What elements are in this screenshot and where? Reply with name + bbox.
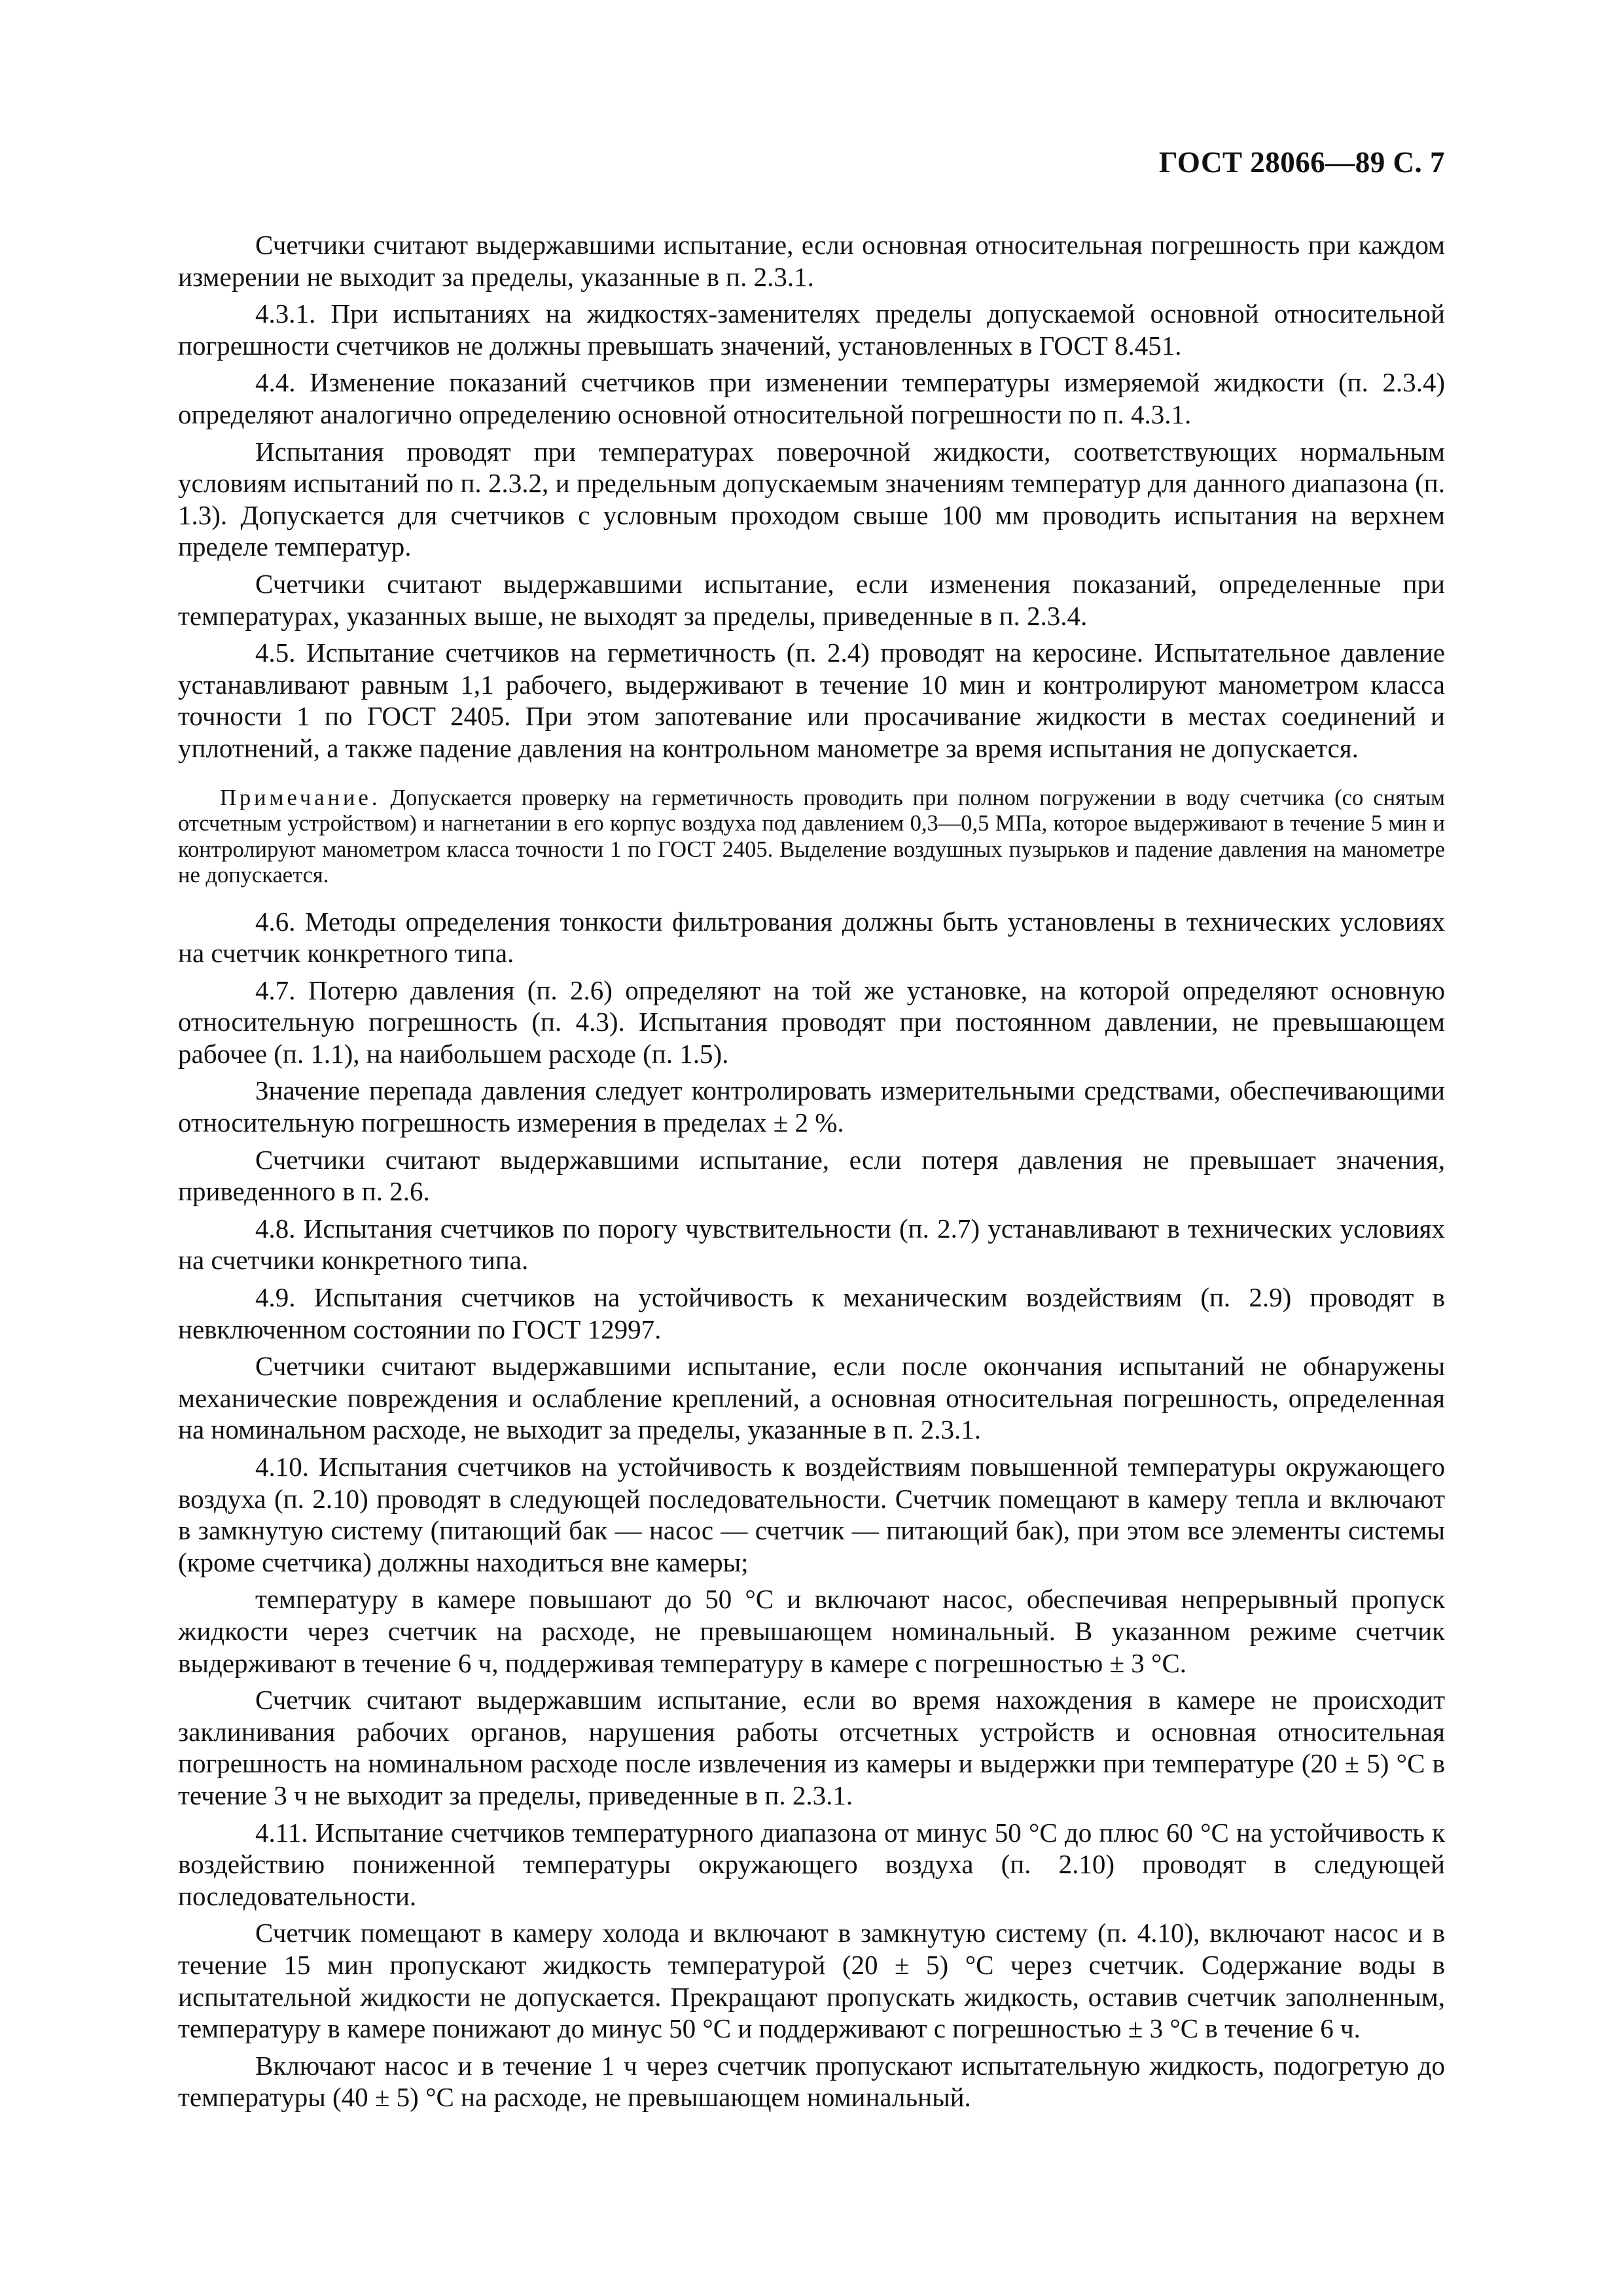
paragraph: 4.8. Испытания счетчиков по порогу чувствительности (п. 2.7) устанавливают в технических условиях на счетчики конкретного типа.	[178, 1213, 1445, 1276]
paragraph: температуру в камере повышают до 50 °С и включают насос, обеспечивая непрерывный пропуск жидкости через счетчик на расходе, не превышающем номинальный. В указанном режиме счетчик выдерживают в течение 6 ч, поддерживая температуру в камере с погрешностью ± 3 °С.	[178, 1584, 1445, 1678]
paragraph: Счетчики считают выдержавшими испытание, если изменения показаний, определенные при температурах, указанных выше, не выходят за пределы, приведенные в п. 2.3.4.	[178, 568, 1445, 631]
paragraph: Счетчики считают выдержавшими испытание, если основная относительная погрешность при каждом измерении не выходит за пределы, указанные в п. 2.3.1.	[178, 230, 1445, 292]
paragraph: 4.7. Потерю давления (п. 2.6) определяют на той же установке, на которой определяют основную относительную погрешность (п. 4.3). Испытания проводят при постоянном давлении, не превышающем рабочее (п. 1.1), на наибольшем расходе (п. 1.5).	[178, 975, 1445, 1069]
paragraph: 4.4. Изменение показаний счетчиков при изменении температуры измеряемой жидкости (п. 2.3.4) определяют аналогично определению основной относительной погрешности по п. 4.3.1.	[178, 367, 1445, 429]
paragraph: 4.9. Испытания счетчиков на устойчивость к механическим воздействиям (п. 2.9) проводят в невключенном состоянии по ГОСТ 12997.	[178, 1282, 1445, 1344]
paragraph: Включают насос и в течение 1 ч через счетчик пропускают испытательную жидкость, подогретую до температуры (40 ± 5) °С на расходе, не превышающем номинальный.	[178, 2050, 1445, 2113]
paragraph: Испытания проводят при температурах поверочной жидкости, соответствующих нормальным условиям испытаний по п. 2.3.2, и предельным допускаемым значениям температур для данного диапазона (п. 1.3). Допускается для счетчиков с условным проходом свыше 100 мм проводить испытания на верхнем пределе температур.	[178, 436, 1445, 562]
paragraph: 4.3.1. При испытаниях на жидкостях-заменителях пределы допускаемой основной относительной погрешности счетчиков не должны превышать значений, установленных в ГОСТ 8.451.	[178, 298, 1445, 361]
paragraph: Счетчик помещают в камеру холода и включают в замкнутую систему (п. 4.10), включают насос и в течение 15 мин пропускают жидкость температурой (20 ± 5) °С через счетчик. Содержание воды в испытательной жидкости не допускается. Прекращают пропускать жидкость, оставив счетчик заполненным, температуру в камере понижают до минус 50 °С и поддерживают с погрешностью ± 3 °С в течение 6 ч.	[178, 1918, 1445, 2044]
running-head: ГОСТ 28066—89 С. 7	[1158, 146, 1445, 179]
paragraph: Значение перепада давления следует контролировать измерительными средствами, обеспечивающими относительную погрешность измерения в пределах ± 2 %.	[178, 1075, 1445, 1138]
note-text: Допускается проверку на герметичность проводить при полном погружении в воду счетчика (со снятым отсчетным устройством) и нагнетании в его корпус воздуха под давлением 0,3—0,5 МПа, которое выдерживают в течение 5 мин и контролируют манометром класса точности 1 по ГОСТ 2405. Выделение воздушных пузырьков и падение давления на манометре не допускается.	[178, 785, 1446, 888]
paragraph: 4.5. Испытание счетчиков на герметичность (п. 2.4) проводят на керосине. Испытательное давление устанавливают равным 1,1 рабочего, выдерживают в течение 10 мин и контролируют манометром класса точности 1 по ГОСТ 2405. При этом запотевание или просачивание жидкости в местах соединений и уплотнений, а также падение давления на контрольном манометре за время испытания не допускается.	[178, 637, 1445, 763]
document-body	[178, 229, 1445, 2119]
note	[178, 785, 1445, 889]
paragraph: 4.6. Методы определения тонкости фильтрования должны быть установлены в технических условиях на счетчик конкретного типа.	[178, 906, 1445, 969]
paragraph: Счетчики считают выдержавшими испытание, если потеря давления не превышает значения, приведенного в п. 2.6.	[178, 1144, 1445, 1207]
paragraph: Счетчик считают выдержавшим испытание, если во время нахождения в камере не происходит заклинивания рабочих органов, нарушения работы отсчетных устройств и основная относительная погрешность на номинальном расходе после извлечения из камеры и выдержки при температуре (20 ± 5) °С в течение 3 ч не выходит за пределы, приведенные в п. 2.3.1.	[178, 1685, 1445, 1810]
note-label: Примечание.	[220, 785, 381, 810]
paragraph: Счетчики считают выдержавшими испытание, если после окончания испытаний не обнаружены механические повреждения и ослабление креплений, а основная относительная погрешность, определенная на номинальном расходе, не выходит за пределы, указанные в п. 2.3.1.	[178, 1351, 1445, 1445]
paragraph: 4.10. Испытания счетчиков на устойчивость к воздействиям повышенной температуры окружающего воздуха (п. 2.10) проводят в следующей последовательности. Счетчик помещают в камеру тепла и включают в замкнутую систему (питающий бак — насос — счетчик — питающий бак), при этом все элементы системы (кроме счетчика) должны находиться вне камеры;	[178, 1452, 1445, 1577]
paragraph: 4.11. Испытание счетчиков температурного диапазона от минус 50 °С до плюс 60 °С на устойчивость к воздействию пониженной температуры окружающего воздуха (п. 2.10) проводят в следующей последовательности.	[178, 1817, 1445, 1911]
